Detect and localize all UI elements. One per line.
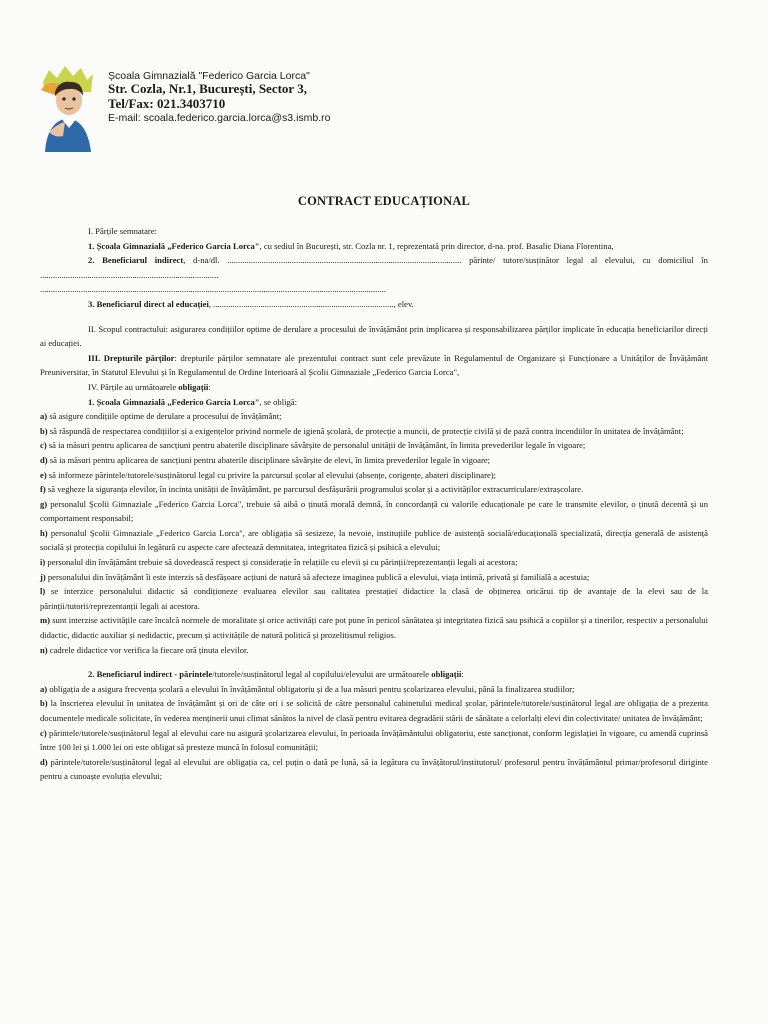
school-obligations-title: 1. Școala Gimnazială „Federico Garcia Lorca" <box>88 396 260 407</box>
school-logo-portrait <box>37 62 97 152</box>
school-obligation-item <box>40 409 708 424</box>
school-obligations-heading <box>40 395 708 410</box>
school-obligation-item-text: să vegheze la siguranța elevilor, în incinta unității de învățământ, pe parcursul desfășurării programului școlar și a activităților extracurriculare/extrașcolare. <box>45 484 584 495</box>
document-title: CONTRACT EDUCAȚIONAL <box>297 194 471 208</box>
party-3-text: , ...................................................................................., elev. <box>208 298 414 309</box>
school-obligation-item-text: cadrele didactice vor verifica la fiecare oră ținuta elevilor. <box>47 644 249 655</box>
parent-obligation-item-key: b) <box>40 698 48 709</box>
school-obligation-item <box>40 424 708 439</box>
school-obligation-item-text: să ia măsuri pentru aplicarea de sancțiuni pentru abaterile disciplinare săvârșite de personalul unității de învățământ, în limita prevederilor legale în vigoare; <box>46 440 586 451</box>
school-obligation-item <box>40 555 708 570</box>
school-obligations-list <box>40 409 708 657</box>
school-name: Școala Gimnazială "Federico Garcia Lorca" <box>108 70 310 82</box>
parent-obligation-item-key: a) <box>40 683 48 694</box>
section-2-paragraph: II. Scopul contractului: asigurarea condițiilor optime de derulare a procesului de învățământ prin implicarea și responsabilizarea părților implicate în educația beneficiarilor direcți ai educației. <box>40 323 708 349</box>
section-4-heading-text: IV. Părțile au următoarele <box>88 381 179 392</box>
parent-obligations-list <box>40 682 708 784</box>
school-obligation-item-key: e) <box>40 469 47 480</box>
school-obligation-item-text: personalul Școlii Gimnaziale „Federico Garcia Lorca", are obligația să sesizeze, la nevoie, instituțiile publice de asistență socială/educațională specializată, direcția generală de asistență socială și protecția copilului în legătură cu aspecte care afectează demnitatea, integritatea fizică și psihică a elevului; <box>40 527 708 553</box>
contract-body <box>40 224 708 784</box>
school-obligation-item-text: personalului din învățământ îi este interzis să desfășoare acțiuni de natură să afecteze imaginea publică a elevului, viața intimă, privată și familială a acestuia; <box>45 571 590 582</box>
parent-obligation-item <box>40 755 708 784</box>
school-obligation-item-key: c) <box>40 440 47 451</box>
school-obligations-text: , se obligă: <box>259 396 298 407</box>
school-obligation-item-text: să informeze părintele/tutorele/susținătorul legal cu privire la parcursul școlar al elevului (absențe, corigențe, abateri disciplinare); <box>46 469 497 480</box>
party-1-paragraph <box>40 239 708 254</box>
section-3-text: : drepturile părților semnatare ale prezentului contract sunt cele prevăzute în Regulamentul de Organizare și Funcționare a Unităților de Învățământ Preuniversitar, în Statutul Elevului și în Regulamentul de Ordine Interioară al Școlii Gimnaziale „Federico Garcia Lorca", <box>40 352 709 378</box>
parent-obligations-text: /tutorele/susținătorul legal al copilului/elevului are următoarele <box>212 669 432 680</box>
school-obligation-item-text: să răspundă de respectarea condițiilor și a exigențelor privind normele de igienă școlară, de protecție a muncii, de protecție civilă și de pază contra incendiilor în unitatea de învățământ; <box>47 425 684 436</box>
school-obligation-item-key: i) <box>40 557 46 568</box>
parent-obligation-item-text: obligația de a asigura frecvența școlară a elevului în învățământul obligatoriu și de a lua măsuri pentru școlarizarea elevului, până la finalizarea studiilor; <box>47 683 575 694</box>
party-2-text: , d-na/dl. ............................................................................................................. părinte/ tutore/susținător legal al elevului, cu domiciliul în ................................................................................... <box>40 255 708 280</box>
school-obligation-item-key: m) <box>40 615 51 626</box>
school-obligation-item <box>40 643 708 658</box>
parent-obligation-item <box>40 726 708 755</box>
school-obligation-item <box>40 526 708 555</box>
parent-obligation-item-text: părintele/tutorele/susținătorul legal al elevului are obligația ca, cel puțin o dată pe lună, să ia legătura cu învățătorul/institutorul/ profesorul pentru învățământul primar/profesorul diriginte pentru a cunoaște evoluția elevului; <box>40 756 708 782</box>
party-1-text: , cu sediul în București, str. Cozla nr. 1, reprezentată prin director, d-na. prof. Basalic Diana Florentina, <box>259 240 614 251</box>
school-obligation-item-text: sunt interzise activitățile care încalcă normele de moralitate și orice activități care pot pune în pericol sănătatea și integritatea fizică sau psihică a copiilor și a tinerilor, respectiv a personalului didactic, didactic auxiliar și nedidactic, precum și activitățile de natură politică și prozelitismul religios. <box>40 615 708 641</box>
school-obligation-item <box>40 482 708 497</box>
party-1-name: 1. Școala Gimnazială „Federico Garcia Lorca" <box>88 240 260 251</box>
school-obligation-item-key: d) <box>40 454 48 465</box>
parent-obligations-end: : <box>461 669 464 680</box>
school-obligation-item-key: a) <box>40 411 48 422</box>
school-obligation-item <box>40 438 708 453</box>
section-1-heading: I. Părțile semnatare: <box>88 226 157 236</box>
parent-obligations-title: 2. Beneficiarul indirect - părintele <box>88 669 213 680</box>
school-email: E-mail: scoala.federico.garcia.lorca@s3.ismb.ro <box>108 111 331 124</box>
school-header <box>108 70 331 124</box>
school-obligation-item <box>40 570 708 585</box>
parent-obligation-item-text: părintele/tutorele/susținătorul legal al elevului care nu asigură școlarizarea elevului, în perioada învățământului obligatoriu, este sancționat, conform legislației în vigoare, cu amendă cuprinsă între 100 lei și 1.000 lei ori este obligat să presteze muncă în folosul comunității; <box>40 727 708 753</box>
parent-obligation-item <box>40 682 708 697</box>
school-obligation-item-key: g) <box>40 498 48 509</box>
party-2-dots: ................................................................................................................................................................. <box>40 284 386 295</box>
parent-obligation-item-key: c) <box>40 727 47 738</box>
party-3-name: 3. Beneficiarul direct al educației <box>88 298 209 309</box>
school-obligation-item <box>40 453 708 468</box>
school-obligation-item-text: să asigure condițiile optime de derulare a procesului de învățământ; <box>47 411 282 422</box>
parent-obligation-item <box>40 696 708 725</box>
section-4-heading <box>40 380 708 395</box>
section-4-heading-bold: obligații <box>178 381 209 392</box>
parent-obligation-item-key: d) <box>40 756 48 767</box>
parent-obligations-bold: obligații <box>431 669 462 680</box>
section-3-paragraph <box>40 351 708 380</box>
school-obligation-item-key: j) <box>40 571 46 582</box>
party-2-paragraph <box>40 253 708 282</box>
school-obligation-item-text: personalul Școlii Gimnaziale „Federico Garcia Lorca", trebuie să aibă o ținută morală demnă, în concordanță cu valorile educaționale pe care le transmite elevilor, o ținută decentă și un comportament responsabil; <box>40 498 708 524</box>
school-obligation-item-text: să ia măsuri pentru aplicarea de sancțiuni pentru abaterile disciplinare săvârșite de elevi, în limita prevederilor legale în vigoare; <box>47 454 491 465</box>
school-obligation-item-text: se interzice personalului didactic să condiționeze evaluarea elevilor sau calitatea prestației didactice la clasă de obținerea oricărui tip de avantaje de la elevi sau de la părinții/tutorii/reprezentanții legali ai acestora. <box>40 586 708 611</box>
party-3-paragraph <box>40 297 708 312</box>
school-obligation-item <box>40 468 708 483</box>
party-2-name: 2. Beneficiarul indirect <box>88 255 184 266</box>
school-telfax: Tel/Fax: 021.3403710 <box>108 96 226 111</box>
parent-obligation-item-text: la înscrierea elevului în unitatea de învățământ și ori de câte ori i se solicită de către personalul cabinetului medical școlar, părintele/tutorele/susținătorul legal are obligația de a prezenta documentele medicale solicitate, în vederea menținerii unui climat sănătos la nivel de clasă pentru evitarea degradării stării de sănătate a celorlalți elevi din colectivitate/ unitatea de învățământ; <box>40 698 708 723</box>
section-3-heading: III. Drepturile părților <box>88 352 175 363</box>
school-obligation-item <box>40 613 708 642</box>
school-obligation-item-key: f) <box>40 484 46 495</box>
school-address: Str. Cozla, Nr.1, București, Sector 3, <box>108 81 307 97</box>
school-obligation-item-text: personalul din învățământ trebuie să dovedească respect și considerație în relațiile cu elevii și cu părinții/reprezentanții legali ai acestora; <box>45 557 518 568</box>
section-4-heading-end: : <box>208 381 211 392</box>
school-obligation-item-key: h) <box>40 527 48 538</box>
school-obligation-item-key: l) <box>40 586 46 597</box>
school-obligation-item <box>40 497 708 526</box>
school-obligation-item-key: b) <box>40 425 48 436</box>
school-obligation-item <box>40 584 708 613</box>
parent-obligations-heading <box>40 667 708 682</box>
school-obligation-item-key: n) <box>40 644 48 655</box>
